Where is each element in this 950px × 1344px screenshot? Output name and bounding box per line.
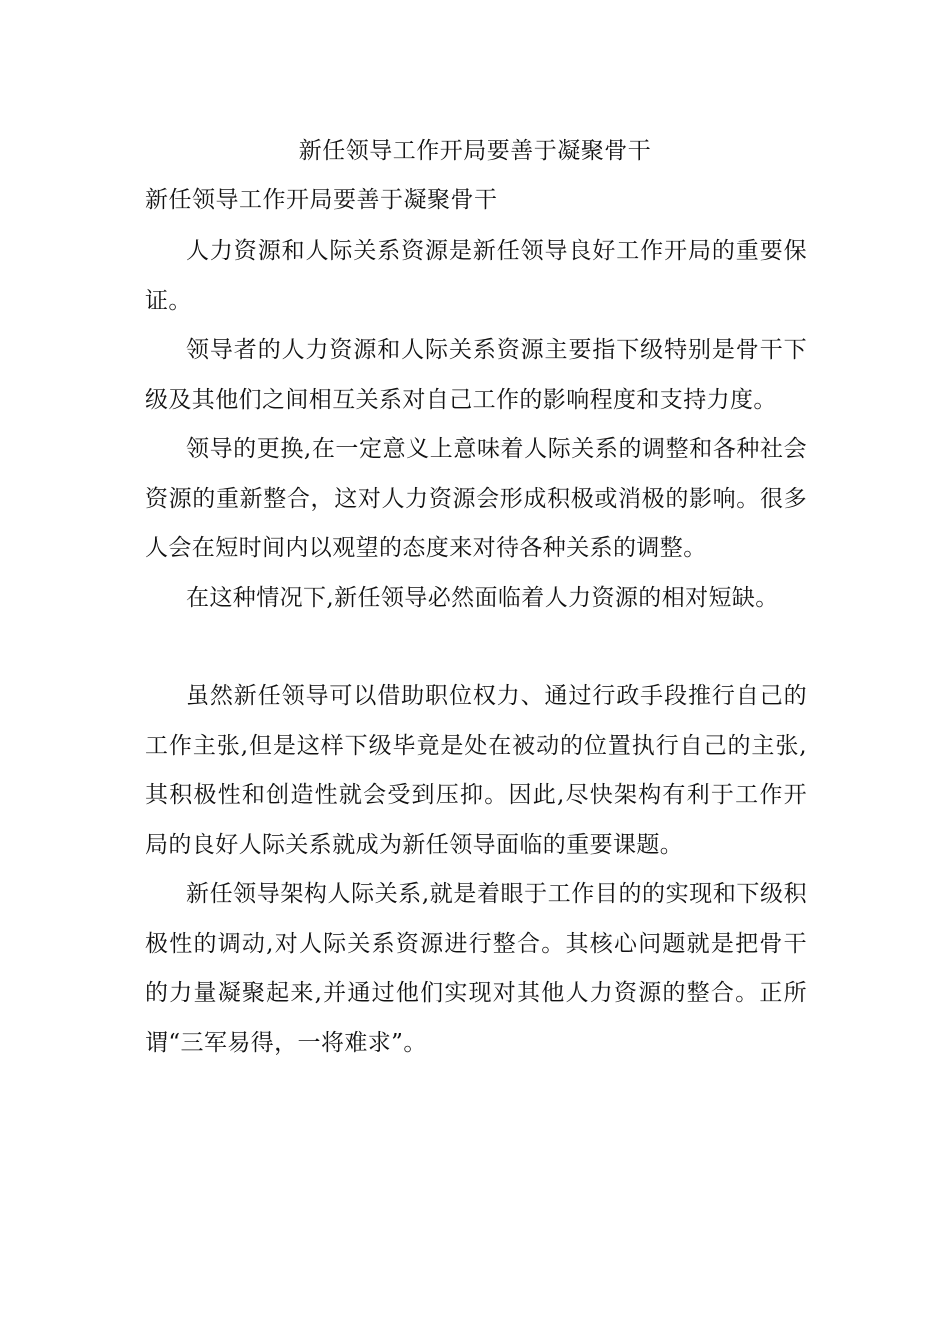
paragraph: 虽然新任领导可以借助职位权力、通过行政手段推行自己的工作主张,但是这样下级毕竟是处在被动的位置执行自己的主张,其积极性和创造性就会受到压抑。因此,尽快架构有利于工作开局的良好人际关系就成为新任领导面临的重要课题。	[145, 683, 807, 858]
paragraph: 领导者的人力资源和人际关系资源主要指下级特别是骨干下级及其他们之间相互关系对自己工作的影响程度和支持力度。	[145, 337, 807, 413]
paragraph: 在这种情况下,新任领导必然面临着人力资源的相对短缺。	[186, 584, 779, 611]
paragraph: 人力资源和人际关系资源是新任领导良好工作开局的重要保证。	[145, 238, 807, 314]
paragraph: 新任领导架构人际关系,就是着眼于工作目的的实现和下级积极性的调动,对人际关系资源进行整合。其核心问题就是把骨干的力量凝聚起来,并通过他们实现对其他人力资源的整合。正所谓“三军易得，一将难求”。	[145, 881, 807, 1056]
document-body	[145, 227, 807, 1068]
document-subtitle: 新任领导工作开局要善于凝聚骨干	[145, 187, 498, 213]
document-title: 新任领导工作开局要善于凝聚骨干	[298, 138, 652, 164]
paragraph: 领导的更换,在一定意义上意味着人际关系的调整和各种社会资源的重新整合，这对人力资源会形成积极或消极的影响。很多人会在短时间内以观望的态度来对待各种关系的调整。	[145, 436, 807, 561]
